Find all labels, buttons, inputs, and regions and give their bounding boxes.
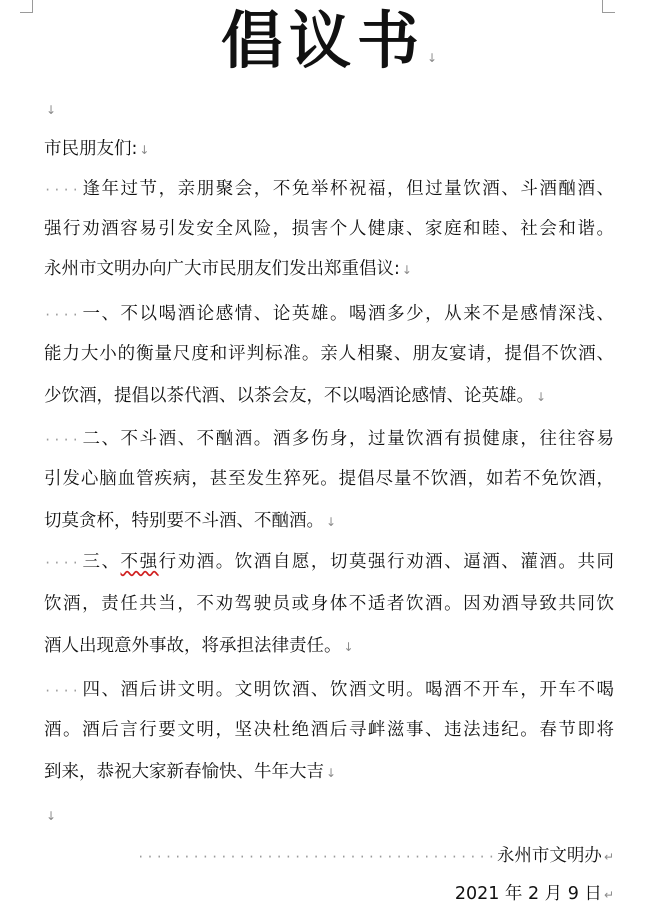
point1-line-1: ····一、不以喝酒论感情、论英雄。喝酒多少，从来不是感情深浅、 [44, 304, 614, 324]
point3-line-2: 饮酒，责任共当，不劝驾驶员或身体不适者饮酒。因劝酒导致共同饮 [44, 594, 614, 614]
paragraph-mark: ↓ [536, 390, 547, 404]
paragraph-mark: ↓ [426, 51, 438, 65]
paragraph-mark: ↓ [326, 515, 337, 529]
intro-line-2: 强行劝酒容易引发安全风险，损害个人健康、家庭和睦、社会和谐。 [44, 219, 614, 239]
document-title: 倡议书 ↓ [220, 4, 438, 77]
point1-line-3: 少饮酒，提倡以茶代酒、以茶会友，不以喝酒论感情、论英雄。 ↓ [44, 386, 547, 406]
salutation: 市民朋友们: ↓ [44, 139, 150, 159]
point2-line-2: 引发心脑血管疾病，甚至发生猝死。提倡尽量不饮酒，如若不免饮酒， [44, 469, 614, 489]
point4-line-3: 到来，恭祝大家新春愉快、牛年大吉 ↓ [44, 762, 337, 782]
intro-line-3: 永州市文明办向广大市民朋友们发出郑重倡议: ↓ [44, 259, 412, 279]
paragraph-mark: ↓ [46, 103, 57, 117]
intro-line-1: ····逢年过节，亲朋聚会，不免举杯祝福，但过量饮酒、斗酒酗酒、 [44, 179, 614, 199]
point2-line-1: ····二、不斗酒、不酗酒。酒多伤身，过量饮酒有损健康，往往容易 [44, 429, 614, 449]
paragraph-mark: ↓ [139, 143, 150, 157]
signature: ·······································永州市文明办 ↵ [137, 846, 614, 866]
point3-line-1: ····三、不强行劝酒。饮酒自愿，切莫强行劝酒、逼酒、灌酒。共同 [44, 552, 615, 572]
spellcheck-underline: 不强 [120, 552, 159, 572]
point1-line-2: 能力大小的衡量尺度和评判标准。亲人相聚、朋友宴请，提倡不饮酒、 [44, 344, 614, 364]
point4-line-1: ····四、酒后讲文明。文明饮酒、饮酒文明。喝酒不开车，开车不喝 [44, 680, 614, 700]
paragraph-mark: ↓ [326, 766, 337, 780]
paragraph-mark: ↓ [401, 263, 412, 277]
point3-line-3: 酒人出现意外事故，将承担法律责任。 ↓ [44, 636, 354, 656]
empty-paragraph [44, 96, 614, 122]
document-date: 2021 年 2 月 9 日 ↵ [454, 884, 614, 904]
paragraph-mark: ↓ [343, 640, 354, 654]
point4-line-2: 酒。酒后言行要文明，坚决杜绝酒后寻衅滋事、违法违纪。春节即将 [44, 720, 614, 740]
point2-line-3: 切莫贪杯，特别要不斗酒、不酗酒。 ↓ [44, 511, 337, 531]
line-break-mark: ↵ [603, 888, 614, 902]
line-break-mark: ↵ [603, 850, 614, 864]
paragraph-mark: ↓ [46, 809, 57, 823]
empty-paragraph [44, 802, 614, 828]
